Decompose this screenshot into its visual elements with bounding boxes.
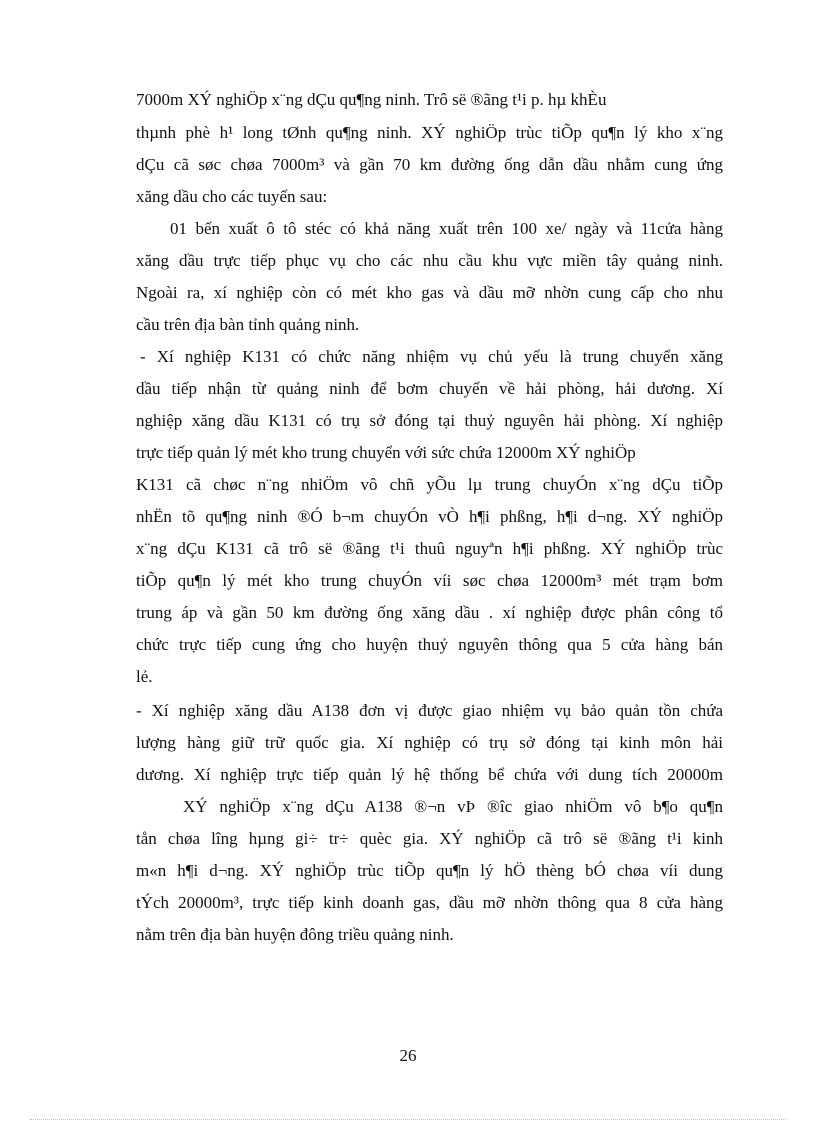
text-line: K131 cã chøc n¨ng nhiÖm vô chñ yÕu lµ trung chuyÓn x¨ng dÇu tiÕp (136, 475, 723, 494)
page-bottom-divider (30, 1119, 786, 1120)
text-line: chức trực tiếp cung ứng cho huyện thuỷ nguyên thông qua 5 cửa hàng bán (136, 635, 723, 654)
text-line: x¨ng dÇu K131 cã trô së ®ãng t¹i thuû nguyªn h¶i phßng. XÝ nghiÖp trùc (136, 539, 723, 558)
text-line: lượng hàng giữ trữ quốc gia. Xí nghiệp có trụ sở đóng tại kinh môn hải (136, 733, 723, 752)
text-line: dầu tiếp nhận từ quảng ninh để bơm chuyển về hải phòng, hải dương. Xí (136, 379, 723, 398)
text-line: tiÕp qu¶n lý mét kho trung chuyÓn víi søc chøa 12000m³ mét trạm bơm (136, 571, 723, 590)
text-line: XÝ nghiÖp x¨ng dÇu A138 ®¬n vÞ ®îc giao nhiÖm vô b¶o qu¶n (183, 797, 723, 816)
text-line: m«n h¶i d¬ng. XÝ nghiÖp trùc tiÕp qu¶n lý hÖ thèng bÓ chøa víi dung (136, 861, 723, 880)
text-line: Ngoài ra, xí nghiệp còn có mét kho gas và dầu mỡ nhờn cung cấp cho nhu (136, 283, 723, 302)
text-line: nhËn tõ qu¶ng ninh ®Ó b¬m chuyÓn vÒ h¶i phßng, h¶i d¬ng. XÝ nghiÖp (136, 507, 723, 526)
text-line: dương. Xí nghiệp trực tiếp quản lý hệ thống bể chứa với dung tích 20000m (136, 765, 723, 784)
text-line: trung áp và gần 50 km đường ống xăng dầu . xí nghiệp được phân công tổ (136, 603, 723, 622)
text-line: - Xí nghiệp K131 có chức năng nhiệm vụ chủ yếu là trung chuyển xăng (140, 347, 723, 366)
text-line: tÝch 20000m³, trực tiếp kinh doanh gas, dầu mỡ nhờn thông qua 8 cửa hàng (136, 893, 723, 912)
text-line: dÇu cã søc chøa 7000m³ và gần 70 km đường ống dẫn dầu nhằm cung ứng (136, 155, 723, 174)
text-line: trực tiếp quản lý mét kho trung chuyển với sức chứa 12000m XÝ nghiÖp (136, 443, 636, 462)
text-line: lẻ. (136, 667, 153, 686)
text-line: cầu trên địa bàn tỉnh quảng ninh. (136, 315, 360, 334)
text-line: nằm trên địa bàn huyện đông triều quảng ninh. (136, 925, 454, 944)
text-line: 7000m XÝ nghiÖp x¨ng dÇu qu¶ng ninh. Trô së ®ãng t¹i p. hµ khÈu (136, 90, 607, 109)
page-number: 26 (399, 1046, 417, 1065)
text-line: xăng dầu cho các tuyến sau: (136, 187, 328, 206)
text-line: tån chøa lîng hµng gi÷ tr÷ quèc gia. XÝ nghiÖp cã trô së ®ãng t¹i kinh (136, 829, 723, 848)
text-line: nghiệp xăng dầu K131 có trụ sở đóng tại thuỷ nguyên hải phòng. Xí nghiệp (136, 411, 723, 430)
text-line: - Xí nghiệp xăng dầu A138 đơn vị được giao nhiệm vụ bảo quản tồn chứa (136, 701, 723, 720)
text-line: xăng dầu trực tiếp phục vụ cho các nhu cầu khu vực miền tây quảng ninh. (136, 251, 723, 270)
text-line: thµnh phè h¹ long tØnh qu¶ng ninh. XÝ nghiÖp trùc tiÕp qu¶n lý kho x¨ng (136, 123, 723, 142)
text-line: 01 bến xuất ô tô stéc có khả năng xuất trên 100 xe/ ngày và 11cửa hàng (170, 219, 723, 238)
